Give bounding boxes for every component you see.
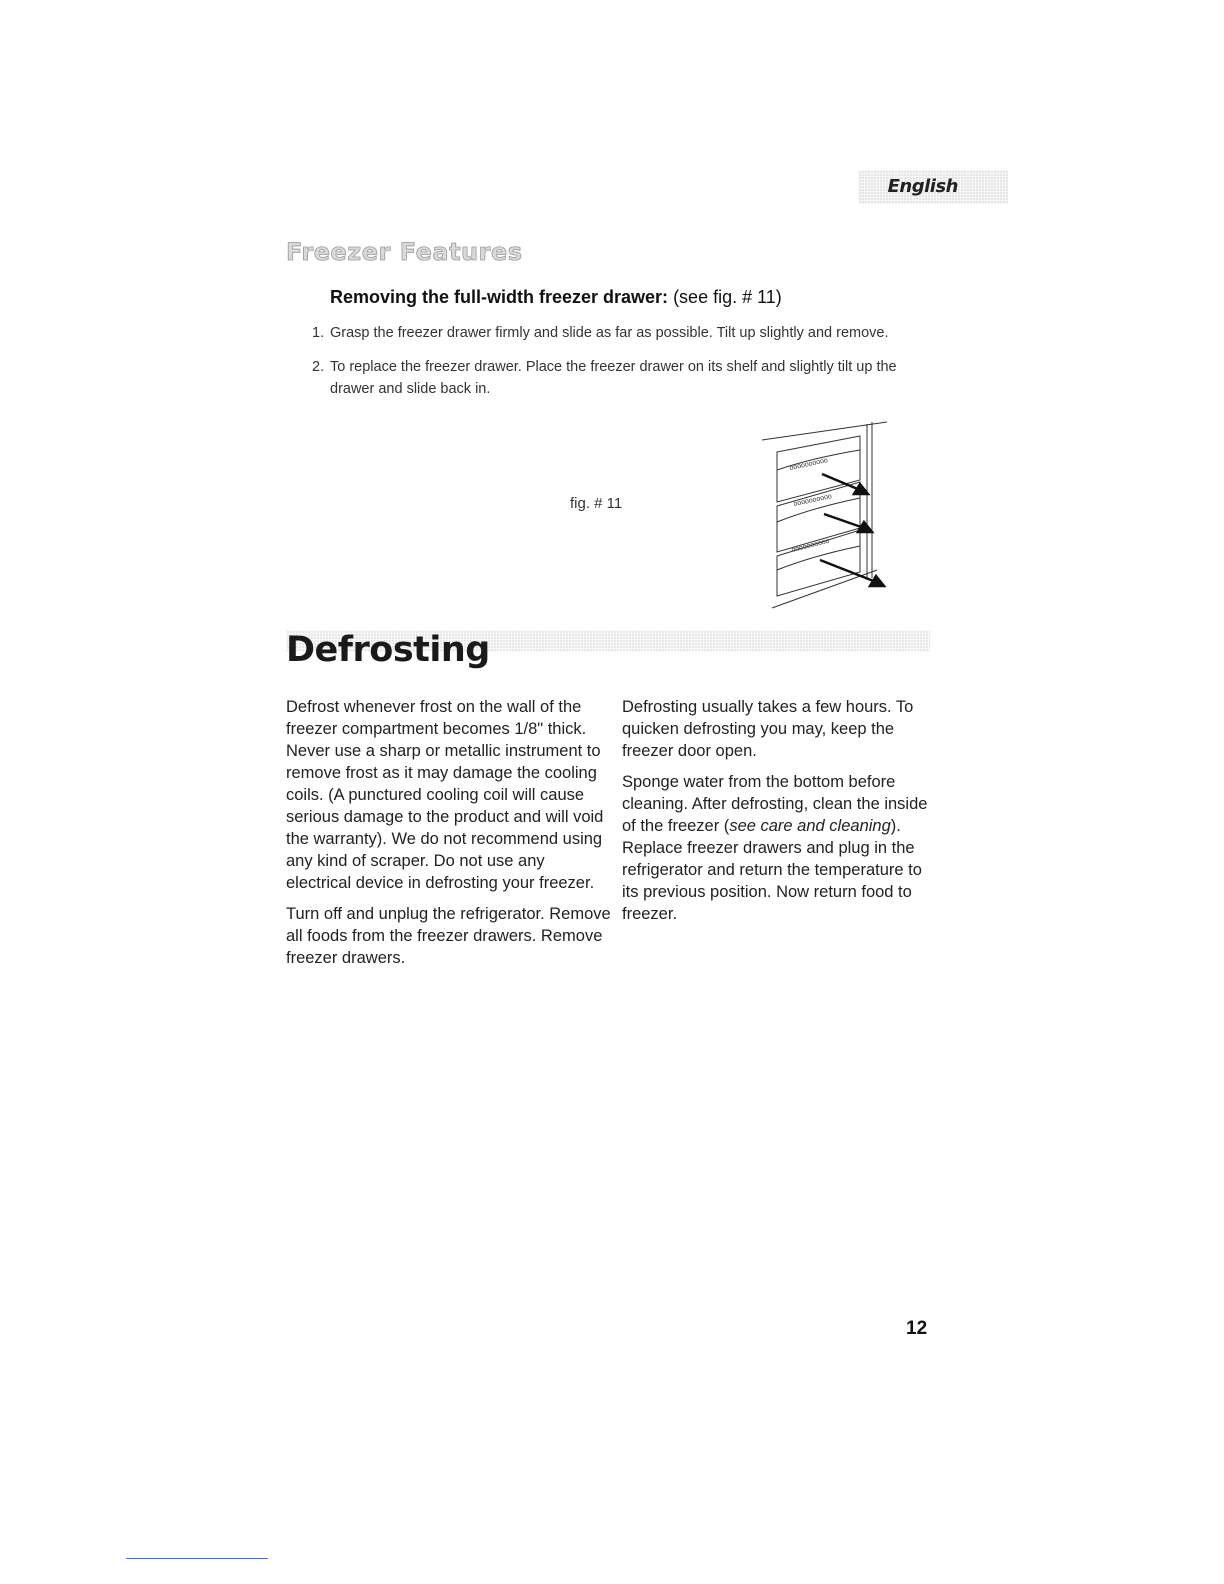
subheading-bold: Removing the full-width freezer drawer:	[330, 287, 669, 307]
paragraph-text: Sponge water from the bottom before cleaning. After defrosting, clean the inside of the freezer (	[622, 773, 928, 835]
svg-text:oooooooooo: oooooooooo	[792, 493, 833, 508]
paragraph	[622, 771, 942, 925]
defrosting-column-right	[622, 696, 942, 934]
paragraph: Turn off and unplug the refrigerator. Remove all foods from the freezer drawers. Remove freezer drawers.	[286, 905, 611, 967]
subheading-removing-drawer	[330, 287, 782, 308]
language-tab	[858, 170, 1008, 204]
subheading-figure-ref: (see fig. # 11)	[673, 287, 782, 307]
steps-list	[312, 322, 932, 412]
svg-text:oooooooooo: oooooooooo	[788, 457, 829, 472]
section-heading-defrosting: Defrosting	[286, 630, 490, 670]
paragraph: Defrosting usually takes a few hours. To quicken defrosting you may, keep the freezer door open.	[622, 698, 914, 760]
page-number: 12	[906, 1318, 928, 1339]
svg-text:oooooooooo: oooooooooo	[790, 537, 831, 554]
defrosting-column-left	[286, 696, 611, 978]
language-label: English	[887, 176, 958, 197]
paragraph: Defrost whenever frost on the wall of the freezer compartment becomes 1/8" thick. Never use a sharp or metallic instrument to remove frost as it may damage the cooling coils. (A punctured cooling coil will cause serious damage to the product and will void the warranty). We do not recommend using any kind of scraper. Do not use any electrical device in defrosting your freezer.	[286, 698, 604, 892]
step-text: Grasp the freezer drawer firmly and slide as far as possible. Tilt up slightly and remove.	[330, 325, 889, 341]
paragraph-text: ). Replace freezer drawers and plug in the refrigerator and return the temperature to its previous position. Now return food to freezer.	[622, 817, 922, 923]
freezer-drawer-illustration	[752, 410, 892, 610]
footer-rule	[126, 1558, 268, 1559]
step-text: To replace the freezer drawer. Place the freezer drawer on its shelf and slightly tilt up the drawer and slide back in.	[330, 359, 897, 397]
section-heading-freezer-features: Freezer Features	[286, 238, 523, 266]
care-cleaning-reference: see care and cleaning	[729, 817, 891, 835]
step-item	[312, 356, 932, 400]
step-number: 1.	[312, 325, 325, 341]
step-item	[312, 322, 932, 344]
figure-caption: fig. # 11	[570, 495, 623, 512]
step-number: 2.	[312, 359, 325, 375]
